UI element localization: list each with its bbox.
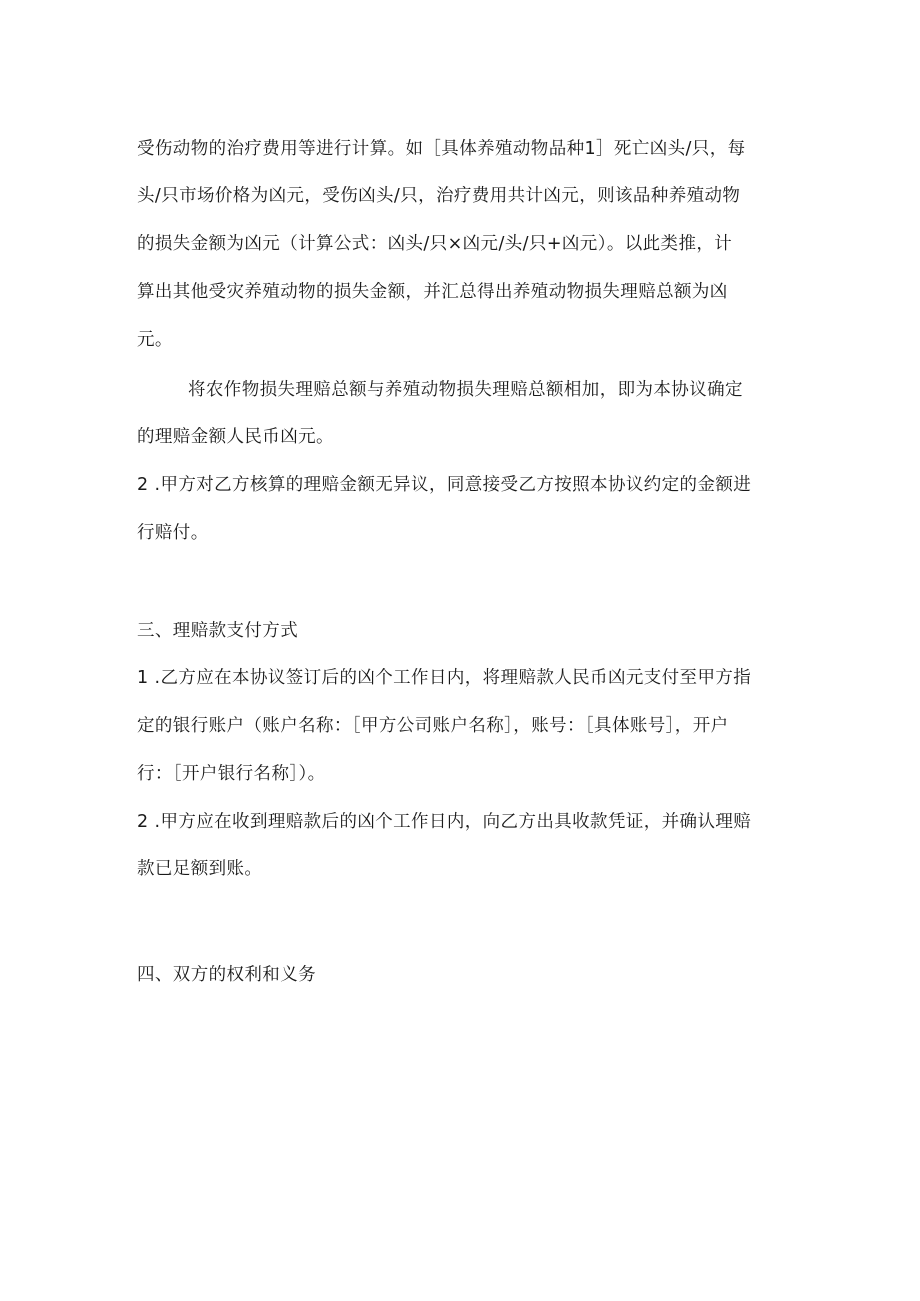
text-line: 行：［开户银行名称］）。 [137,764,326,784]
text-line: 头/只市场价格为凶元，受伤凶头/只，治疗费用共计凶元，则该品种养殖动物 [137,186,741,206]
section-heading-rights: 四、双方的权利和义务 [137,965,316,985]
clause-1-line: 1 .乙方应在本协议签订后的凶个工作日内，将理赔款人民币凶元支付至甲方指 [137,668,752,688]
text-line: 的损失金额为凶元（计算公式：凶头/只×凶元/头/只+凶元）。以此类推，计 [137,234,733,254]
text-line: 定的银行账户（账户名称：［甲方公司账户名称］，账号：［具体账号］，开户 [137,716,729,736]
text-line: 算出其他受灾养殖动物的损失金额，并汇总得出养殖动物损失理赔总额为凶 [137,282,728,302]
clause-2-line: 2 .甲方对乙方核算的理赔金额无异议，同意接受乙方按照本协议约定的金额进 [137,475,752,495]
text-line: 受伤动物的治疗费用等进行计算。如［具体养殖动物品种1］死亡凶头/只，每 [137,139,746,159]
text-line: 行赔付。 [137,523,209,543]
section-heading-payment: 三、理赔款支付方式 [137,621,299,641]
clause-2-line: 2 .甲方应在收到理赔款后的凶个工作日内，向乙方出具收款凭证，并确认理赔 [137,812,752,832]
paragraph-total-line: 将农作物损失理赔总额与养殖动物损失理赔总额相加，即为本协议确定 [188,380,743,400]
text-line: 元。 [137,330,173,350]
text-line: 款已足额到账。 [137,859,263,879]
text-line: 的理赔金额人民币凶元。 [137,427,334,447]
